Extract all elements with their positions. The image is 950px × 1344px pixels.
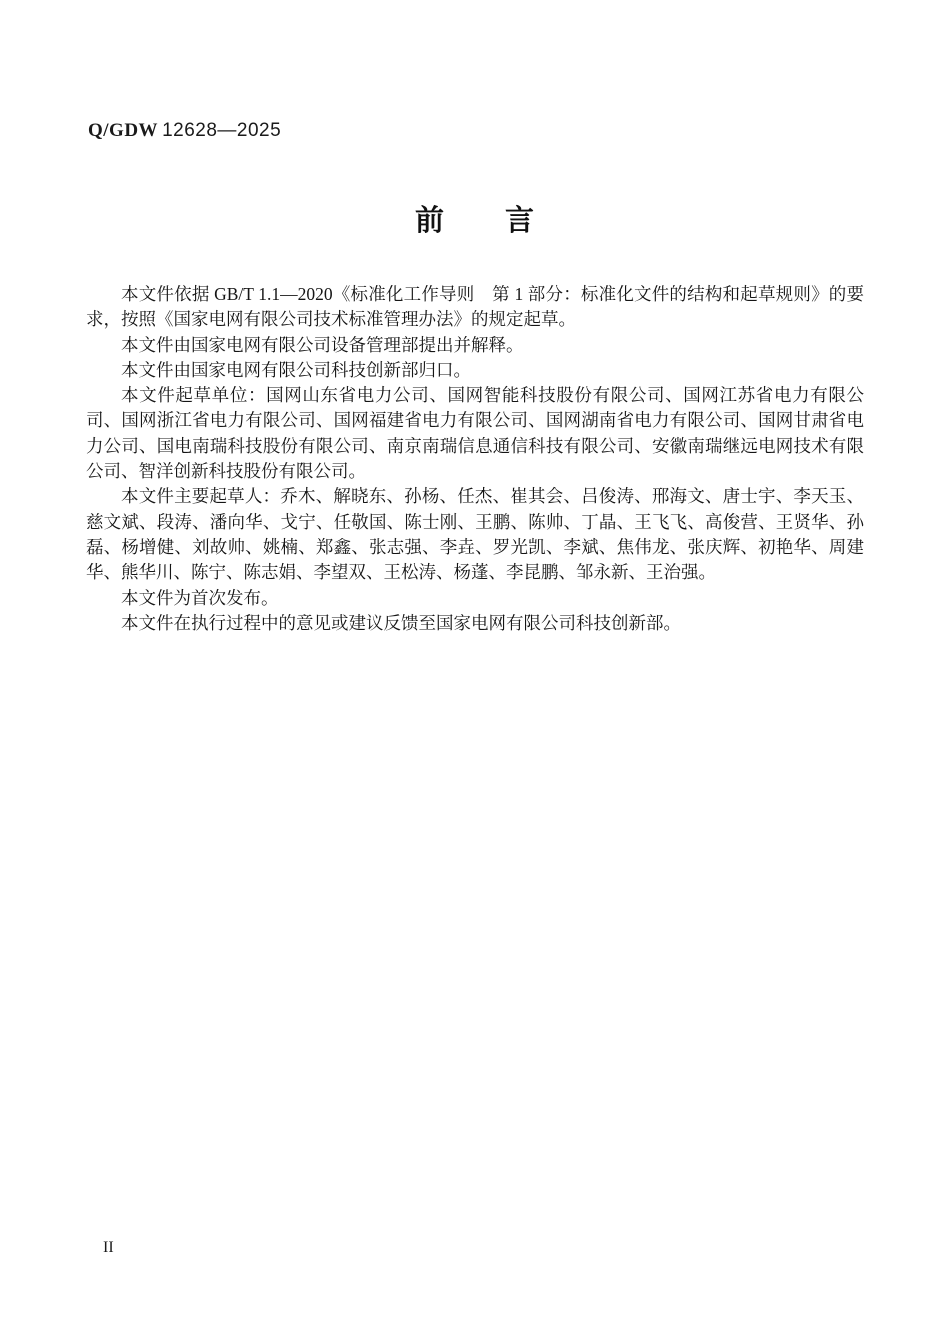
doc-header [88, 120, 281, 142]
foreword-paragraph-drafting-organizations: 本文件起草单位：国网山东省电力公司、国网智能科技股份有限公司、国网江苏省电力有限公司、国网浙江省电力有限公司、国网福建省电力有限公司、国网湖南省电力有限公司、国网甘肃省电力公司、国电南瑞科技股份有限公司、南京南瑞信息通信科技有限公司、安徽南瑞继远电网技术有限公司、智洋创新科技股份有限公司。 [86, 385, 864, 482]
foreword-paragraph-main-drafters: 本文件主要起草人：乔木、解晓东、孙杨、任杰、崔其会、吕俊涛、邢海文、唐士宇、李天玉、慈文斌、段涛、潘向华、戈宁、任敬国、陈士刚、王鹏、陈帅、丁晶、王飞飞、高俊营、王贤华、孙磊、杨增健、刘故帅、姚楠、郑鑫、张志强、李垚、罗光凯、李斌、焦伟龙、张庆辉、初艳华、周建华、熊华川、陈宁、陈志娟、李望双、王松涛、杨蓬、李昆鹏、邹永新、王治强。 [86, 486, 864, 583]
foreword-paragraph-first-issue: 本文件为首次发布。 [121, 587, 279, 608]
foreword-paragraph-basis: 本文件依据 GB/T 1.1—2020《标准化工作导则 第 1 部分：标准化文件的结构和起草规则》的要求，按照《国家电网有限公司技术标准管理办法》的规定起草。 [86, 284, 864, 330]
foreword-body [86, 282, 864, 636]
foreword-title: 前 言 [414, 205, 535, 237]
page-number: II [103, 1239, 114, 1256]
foreword-paragraph-centralized-by: 本文件由国家电网有限公司科技创新部归口。 [121, 359, 471, 380]
doc-number: 12628—2025 [162, 120, 282, 141]
foreword-paragraph-feedback: 本文件在执行过程中的意见或建议反馈至国家电网有限公司科技创新部。 [121, 612, 681, 633]
doc-code: Q/GDW [88, 120, 159, 141]
foreword-paragraph-proposed-by: 本文件由国家电网有限公司设备管理部提出并解释。 [121, 334, 524, 355]
